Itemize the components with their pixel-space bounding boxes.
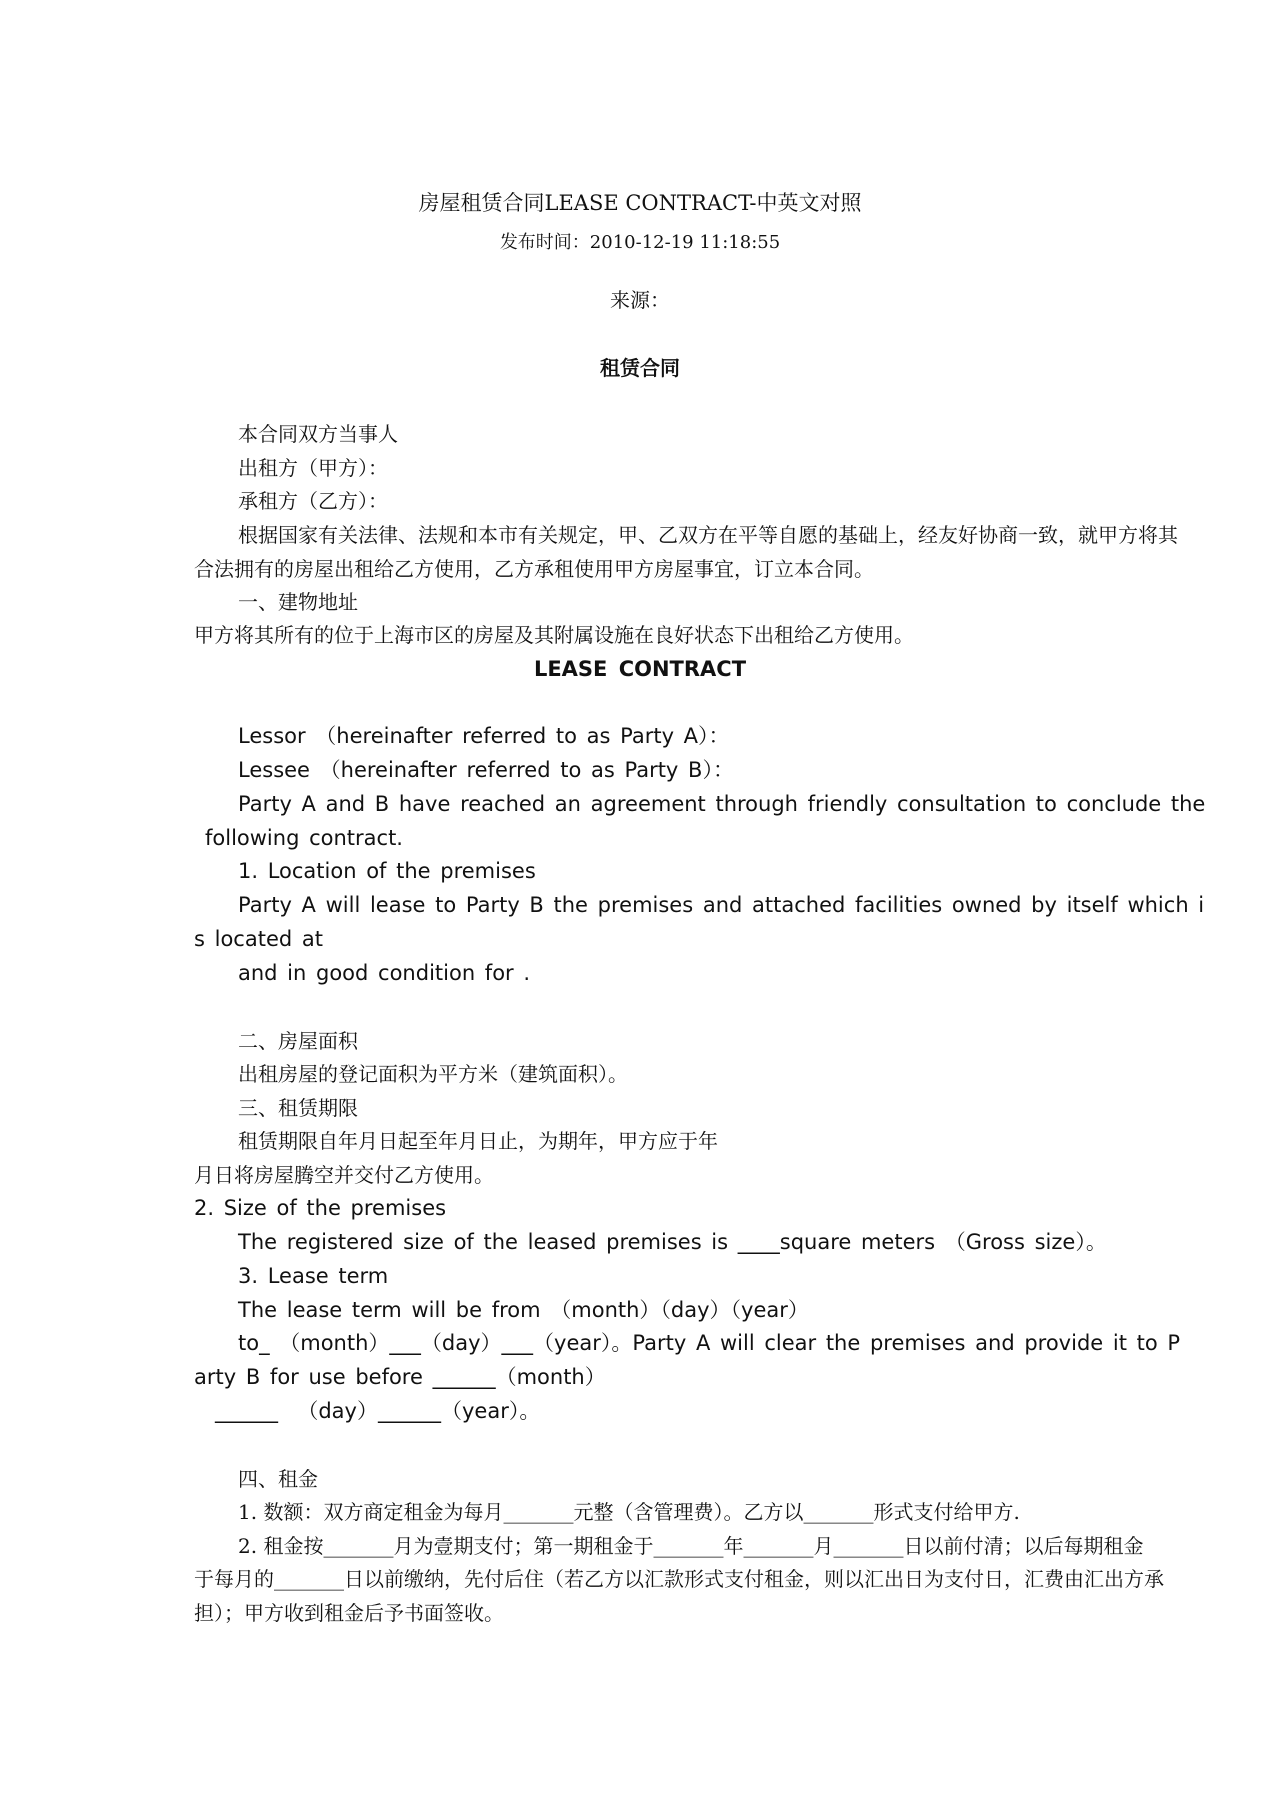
en-recital-line-1: Party A and B have reached an agreement through friendly consultation to conclude the: [238, 792, 1206, 816]
en-section-1-line-2: s located at: [194, 927, 323, 951]
source-label: 来源：: [610, 288, 670, 312]
cn-lessee-line: 承租方（乙方）：: [238, 489, 388, 513]
en-section-2-heading: 2. Size of the premises: [194, 1196, 447, 1220]
chinese-contract-heading: 租赁合同: [600, 356, 680, 380]
publish-time: 发布时间：2010-12-19 11:18:55: [499, 232, 781, 253]
cn-section-2-heading: 二、房屋面积: [238, 1029, 358, 1053]
en-section-3-line-1: The lease term will be from （month）（day）（year）: [238, 1298, 809, 1322]
en-section-3-line-2: to_ （month）___（day）___（year）。Party A will clear the premises and provide it to P: [238, 1331, 1181, 1355]
cn-section-4-item-2-line-3: 担）；甲方收到租金后予书面签收。: [194, 1601, 504, 1625]
en-section-3-line-4: ______ （day）______（year）。: [215, 1399, 541, 1423]
en-section-1-line-3: and in good condition for .: [238, 961, 531, 985]
cn-section-4-item-2-line-1: 2. 租金按_______月为壹期支付；第一期租金于_______年_______月_______日以前付清；以后每期租金: [238, 1534, 1144, 1558]
cn-section-4-item-1: 1. 数额：双方商定租金为每月_______元整（含管理费）。乙方以_______形式支付给甲方.: [238, 1500, 1020, 1524]
cn-recital-line-1: 根据国家有关法律、法规和本市有关规定，甲、乙双方在平等自愿的基础上，经友好协商一致，就甲方将其: [238, 523, 1178, 547]
cn-section-3-heading: 三、租赁期限: [238, 1096, 358, 1120]
cn-recital-line-2: 合法拥有的房屋出租给乙方使用，乙方承租使用甲方房屋事宜，订立本合同。: [194, 557, 874, 581]
en-section-1-line-1: Party A will lease to Party B the premises and attached facilities owned by itself which i: [238, 893, 1205, 917]
cn-section-3-line-2: 月日将房屋腾空并交付乙方使用。: [194, 1163, 494, 1187]
cn-section-1-heading: 一、建物地址: [238, 590, 358, 614]
en-lessee-line: Lessee （hereinafter referred to as Party B）：: [238, 758, 734, 782]
cn-section-1-text: 甲方将其所有的位于上海市区的房屋及其附属设施在良好状态下出租给乙方使用。: [194, 623, 914, 647]
document-title: 房屋租赁合同LEASE CONTRACT-中英文对照: [418, 191, 862, 215]
cn-section-4-heading: 四、租金: [238, 1467, 318, 1491]
cn-lessor-line: 出租方（甲方）：: [238, 456, 388, 480]
cn-section-3-line-1: 租赁期限自年月日起至年月日止，为期年，甲方应于年: [238, 1129, 718, 1153]
en-recital-line-2: following contract.: [205, 826, 403, 850]
en-lessor-line: Lessor （hereinafter referred to as Party A）：: [238, 724, 730, 748]
cn-section-4-item-2-line-2: 于每月的_______日以前缴纳，先付后住（若乙方以汇款形式支付租金，则以汇出日为支付日，汇费由汇出方承: [194, 1567, 1164, 1591]
cn-section-2-text: 出租房屋的登记面积为平方米（建筑面积）。: [238, 1062, 628, 1086]
en-section-3-heading: 3. Lease term: [238, 1264, 389, 1288]
en-section-1-heading: 1. Location of the premises: [238, 859, 536, 883]
english-contract-heading: LEASE CONTRACT: [533, 657, 747, 681]
en-section-2-text: The registered size of the leased premises is ____square meters （Gross size）。: [238, 1230, 1107, 1254]
en-section-3-line-3: arty B for use before ______（month）: [194, 1365, 606, 1389]
cn-parties-intro: 本合同双方当事人: [238, 422, 398, 446]
